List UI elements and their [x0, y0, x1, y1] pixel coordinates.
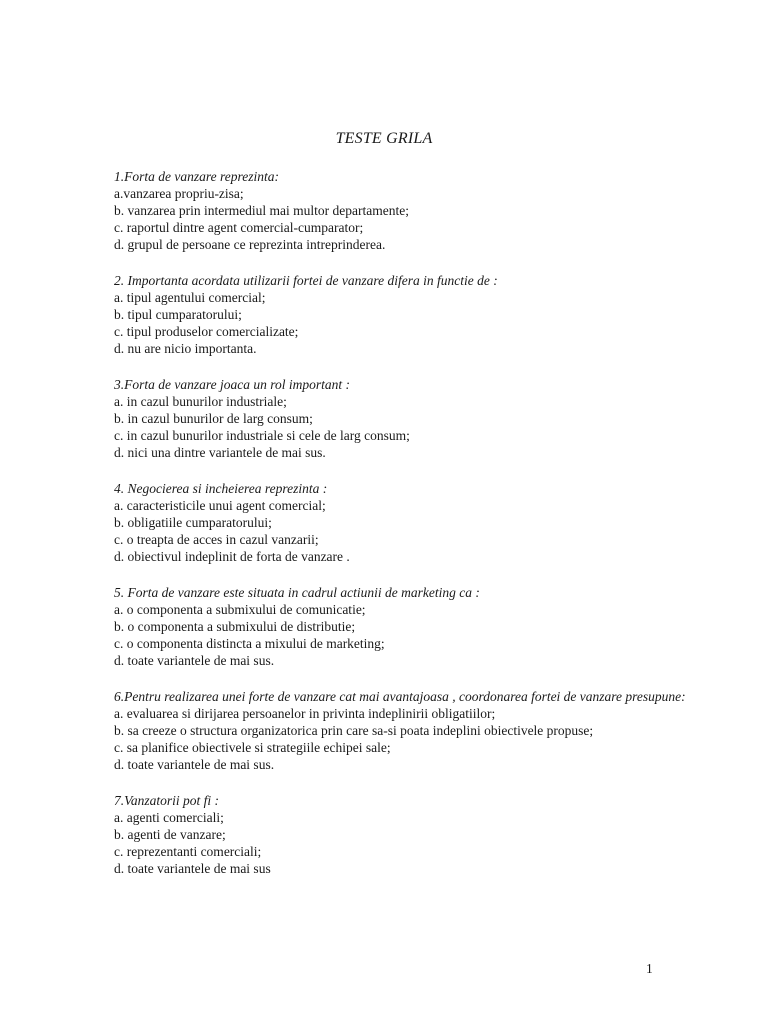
- question-5: [114, 584, 754, 669]
- answer-option-b: b. agenti de vanzare;: [114, 827, 226, 842]
- question-text: 7.Vanzatorii pot fi :: [114, 793, 220, 808]
- question-3: [114, 376, 754, 461]
- page-title: TESTE GRILA: [335, 130, 433, 147]
- answer-option-b: b. obligatiile cumparatorului;: [114, 515, 272, 530]
- answer-option-a: a. in cazul bunurilor industriale;: [114, 394, 287, 409]
- answer-option-c: c. tipul produselor comercializate;: [114, 324, 299, 339]
- answer-option-a: a. o componenta a submixului de comunicatie;: [114, 602, 366, 617]
- answer-option-a: a. evaluarea si dirijarea persoanelor in privinta indeplinirii obligatiilor;: [114, 706, 496, 721]
- answer-option-c: c. o componenta distincta a mixului de marketing;: [114, 636, 385, 651]
- answer-option-b: b. in cazul bunurilor de larg consum;: [114, 411, 313, 426]
- page-number: 1: [646, 961, 653, 976]
- answer-option-c: c. reprezentanti comerciali;: [114, 844, 262, 859]
- answer-option-d: d. nu are nicio importanta.: [114, 341, 257, 356]
- question-text: 5. Forta de vanzare este situata in cadrul actiunii de marketing ca :: [114, 585, 480, 600]
- answer-option-b: b. sa creeze o structura organizatorica prin care sa-si poata indeplini obiectivele propuse;: [114, 723, 594, 738]
- question-text: 2. Importanta acordata utilizarii fortei de vanzare difera in functie de :: [114, 273, 498, 288]
- question-1: [114, 168, 754, 253]
- answer-option-c: c. in cazul bunurilor industriale si cele de larg consum;: [114, 428, 410, 443]
- answer-option-a: a. caracteristicile unui agent comercial;: [114, 498, 326, 513]
- answer-option-d: d. nici una dintre variantele de mai sus.: [114, 445, 326, 460]
- question-text: 6.Pentru realizarea unei forte de vanzare cat mai avantajoasa , coordonarea fortei de vanzare presupune:: [114, 689, 686, 704]
- question-list: [114, 168, 754, 896]
- answer-option-d: d. toate variantele de mai sus: [114, 861, 271, 876]
- question-text: 3.Forta de vanzare joaca un rol important :: [114, 377, 350, 392]
- answer-option-d: d. toate variantele de mai sus.: [114, 757, 275, 772]
- answer-option-a: a. tipul agentului comercial;: [114, 290, 266, 305]
- question-text: 1.Forta de vanzare reprezinta:: [114, 169, 279, 184]
- question-6: [114, 688, 754, 773]
- question-7: [114, 792, 754, 877]
- answer-option-b: b. tipul cumparatorului;: [114, 307, 242, 322]
- answer-option-a: a.vanzarea propriu-zisa;: [114, 186, 244, 201]
- answer-option-b: b. vanzarea prin intermediul mai multor departamente;: [114, 203, 410, 218]
- question-2: [114, 272, 754, 357]
- answer-option-d: d. grupul de persoane ce reprezinta intreprinderea.: [114, 237, 386, 252]
- question-4: [114, 480, 754, 565]
- answer-option-c: c. sa planifice obiectivele si strategiile echipei sale;: [114, 740, 391, 755]
- answer-option-d: d. toate variantele de mai sus.: [114, 653, 275, 668]
- question-text: 4. Negocierea si incheierea reprezinta :: [114, 481, 328, 496]
- answer-option-d: d. obiectivul indeplinit de forta de vanzare .: [114, 549, 350, 564]
- answer-option-a: a. agenti comerciali;: [114, 810, 224, 825]
- answer-option-c: c. o treapta de acces in cazul vanzarii;: [114, 532, 319, 547]
- answer-option-c: c. raportul dintre agent comercial-cumparator;: [114, 220, 364, 235]
- answer-option-b: b. o componenta a submixului de distributie;: [114, 619, 356, 634]
